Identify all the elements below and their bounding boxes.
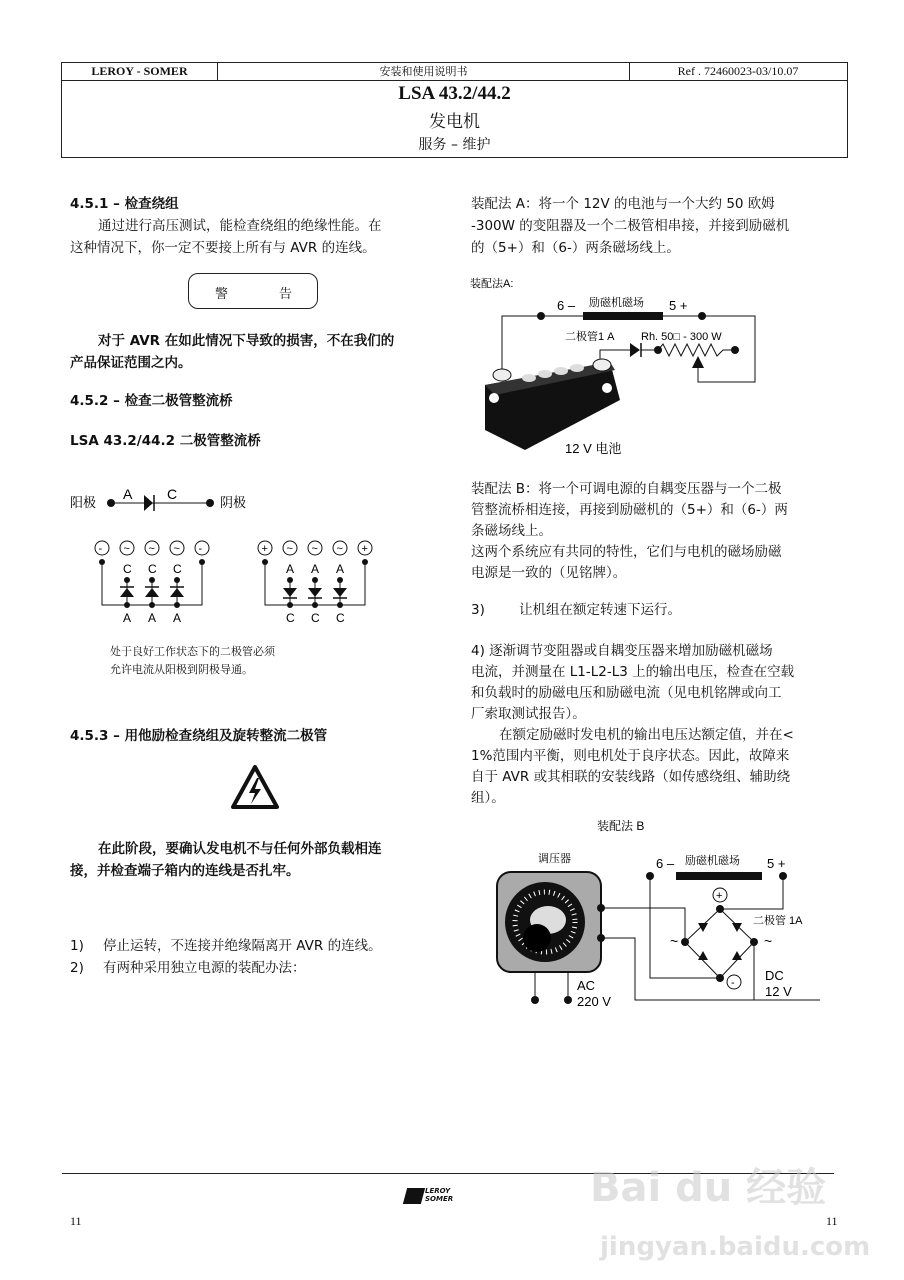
diode-bridge-diagram	[60, 480, 400, 650]
battery-label: 12 V 电池	[565, 441, 622, 456]
negative-diode-bank	[95, 541, 209, 625]
paragraph-line: 自于 AVR 或其相联的安装线路（如传感绕组、辅助绕	[471, 769, 791, 785]
paragraph-line: 这种情况下，你一定不要接上所有与 AVR 的连线。	[70, 240, 376, 256]
terminal-label: 5 +	[767, 856, 786, 871]
svg-text:~: ~	[670, 933, 679, 949]
paragraph-line: 在此阶段，要确认发电机不与任何外部负载相连	[98, 841, 382, 857]
diode-symbol	[144, 495, 153, 511]
model-title: LSA 43.2/44.2	[398, 83, 511, 104]
svg-text:~: ~	[764, 933, 773, 949]
assembly-b-diagram	[480, 810, 820, 1020]
diode-label: 二极管1 A	[565, 331, 615, 343]
paragraph-line: 的（5+）和（6-）两条磁场线上。	[471, 240, 680, 256]
paragraph-line: 接，并检查端子箱内的连线是否扎牢。	[70, 863, 300, 879]
terminal-label: 6 –	[656, 856, 675, 871]
field-label: 励磁机磁场	[685, 855, 740, 867]
dc-label: DC	[765, 968, 784, 983]
regulator-label: 调压器	[538, 853, 571, 865]
diode-label: 二极管 1A	[753, 915, 803, 927]
diode-symbol	[170, 588, 184, 597]
baidu-watermark: Bai du 经验	[590, 1165, 827, 1211]
diode-symbol	[283, 588, 297, 597]
rectifier-bridge	[685, 909, 754, 978]
paragraph-line: 产品保证范围之内。	[70, 355, 192, 371]
paragraph-line: 1%范围内平衡，则电机处于良序状态。因此，故障来	[471, 748, 790, 764]
diode-pin-label: A	[173, 611, 182, 625]
diode-pin-label: A	[311, 562, 320, 576]
terminal-label: ~	[123, 543, 130, 555]
paragraph-line: 4) 逐渐调节变阻器或自耦变压器来增加励磁机磁场	[471, 643, 773, 659]
svg-text:-: -	[731, 977, 735, 989]
diode-pin-label: C	[123, 562, 132, 576]
doc-type: 安装和使用说明书	[218, 63, 630, 81]
dc-voltage-label: 12 V	[765, 984, 792, 999]
diode-symbol	[120, 588, 134, 597]
paragraph-line: 组）。	[471, 790, 505, 806]
diode-pin-label: A	[286, 562, 295, 576]
paragraph-line: 条磁场线上。	[471, 523, 552, 539]
diode-pin-label: C	[286, 611, 295, 625]
warning-box	[188, 273, 318, 309]
diode-symbol	[333, 588, 347, 597]
page-number-right: 11	[826, 1214, 838, 1228]
ac-label: AC	[577, 978, 596, 993]
step-text: 停止运转，不连接并绝缘隔离开 AVR 的连线。	[103, 938, 382, 954]
step-text: 有两种采用独立电源的装配办法：	[103, 960, 306, 976]
heading-4-5-2: 4.5.2 – 检查二极管整流桥	[70, 393, 233, 409]
terminal-label: ~	[173, 543, 180, 555]
warning-label: 警	[215, 287, 229, 302]
terminal-label: -	[198, 543, 203, 555]
terminal-label: ~	[311, 543, 318, 555]
doc-ref: Ref . 72460023-03/10.07	[677, 64, 799, 78]
terminal-label: ~	[336, 543, 343, 555]
paragraph-line: 和负载时的励磁电压和励磁电流（见电机铭牌或向工	[471, 685, 782, 701]
paragraph-line: 厂索取测试报告）。	[471, 706, 586, 722]
warning-label: 告	[279, 287, 293, 302]
paragraph-line: -300W 的变阻器及一个二极管相串接，并接到励磁机	[471, 218, 790, 234]
step-number: 3)	[471, 602, 485, 618]
diode-pin-label: A	[336, 562, 345, 576]
diode-pin-label: C	[311, 611, 320, 625]
paragraph-line: 装配法 B：将一个可调电源的自耦变压器与一个二极	[471, 481, 782, 497]
paragraph-line: 装配法 A：将一个 12V 的电池与一个大约 50 欧姆	[471, 196, 775, 212]
terminal-label: ~	[148, 543, 155, 555]
field-label: 励磁机磁场	[589, 297, 644, 309]
page-number-left: 11	[70, 1214, 82, 1228]
heading-4-5-1: 4.5.1 – 检查绕组	[70, 196, 179, 212]
exciter-field-winding	[676, 872, 762, 880]
paragraph-line: 管整流桥相连接，再接到励磁机的（5+）和（6-）两	[471, 502, 788, 518]
diode-symbol	[308, 588, 322, 597]
step-text: 让机组在额定转速下运行。	[519, 602, 681, 618]
paragraph-line: 在额定励磁时发电机的输出电压达额定值，并在<	[499, 727, 794, 743]
rheostat-symbol	[658, 344, 735, 356]
anode-pin-label: A	[123, 486, 133, 502]
document-header	[61, 62, 848, 158]
paragraph-line: 对于 AVR 在如此情况下导致的损害，不在我们的	[98, 333, 395, 349]
ac-voltage-label: 220 V	[577, 994, 611, 1009]
step-number: 2)	[70, 960, 84, 976]
section-title: 服务 – 维护	[418, 137, 491, 153]
diode-pin-label: A	[123, 611, 132, 625]
assembly-a-diagram	[465, 270, 765, 460]
diode-symbol	[145, 588, 159, 597]
exciter-field-winding	[583, 312, 663, 320]
diode-pin-label: C	[173, 562, 182, 576]
electrical-hazard-icon	[230, 764, 280, 810]
svg-text:+: +	[716, 890, 723, 902]
baidu-watermark-url: jingyan.baidu.com	[600, 1232, 871, 1262]
step-number: 1)	[70, 938, 84, 954]
diode-pin-label: C	[336, 611, 345, 625]
cathode-label: 阴极	[220, 495, 247, 510]
positive-diode-bank	[258, 541, 372, 625]
terminal-label: 5 +	[669, 298, 688, 313]
terminal-label: +	[261, 543, 268, 555]
terminal-label: -	[98, 543, 103, 555]
leroy-somer-logo: LEROY SOMER	[405, 1186, 465, 1206]
heading-4-5-3: 4.5.3 – 用他励检查绕组及旋转整流二极管	[70, 728, 328, 744]
terminal-label: ~	[286, 543, 293, 555]
paragraph-line: 这两个系统应有共同的特性，它们与电机的磁场励磁	[471, 544, 782, 560]
paragraph-line: 电流，并测量在 L1-L2-L3 上的输出电压，检查在空载	[471, 664, 795, 680]
product-title: 发电机	[429, 112, 480, 132]
diode-note: 允许电流从阳极到阴极导通。	[110, 663, 253, 676]
diode-pin-label: C	[148, 562, 157, 576]
diode-pin-label: A	[148, 611, 157, 625]
terminal-label: +	[361, 543, 368, 555]
paragraph-line: 电源是一致的（见铭牌）。	[471, 565, 627, 581]
diode-note: 处于良好工作状态下的二极管必须	[110, 645, 275, 658]
company-name: LEROY - SOMER	[62, 63, 218, 81]
cathode-pin-label: C	[167, 486, 178, 502]
bridge-title: LSA 43.2/44.2 二极管整流桥	[70, 433, 261, 449]
diode-symbol	[630, 343, 640, 357]
anode-label: 阳极	[70, 495, 97, 510]
paragraph-line: 通过进行高压测试，能检查绕组的绝缘性能。在	[98, 218, 382, 234]
diagram-caption: 装配法 B	[597, 819, 645, 833]
terminal-label: 6 –	[557, 298, 576, 313]
diagram-caption: 装配法A:	[470, 278, 514, 290]
rheostat-label: Rh. 50□ - 300 W	[641, 331, 722, 343]
